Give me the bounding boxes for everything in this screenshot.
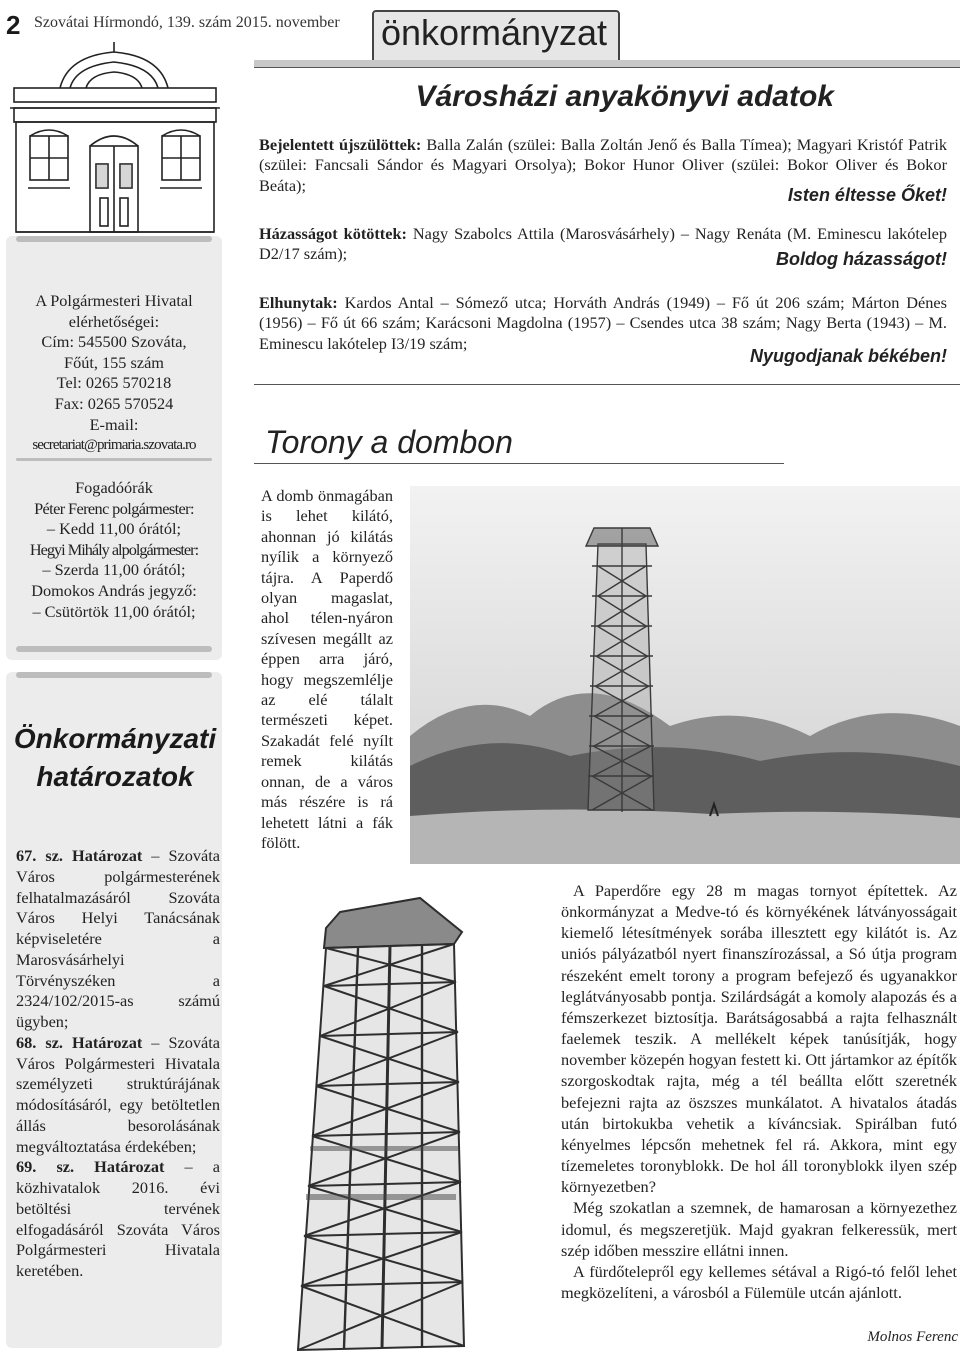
article-paragraph: A fürdőtelepről egy kellemes sétával a Rigó-tó felől lehet megközelíteni, a városból a Fülemüle utcán ajánlott. xyxy=(561,1261,957,1302)
header-rule-line xyxy=(254,67,960,68)
deaths-closing: Nyugodjanak békében! xyxy=(749,346,947,366)
deaths-paragraph xyxy=(259,293,947,369)
decision-text: – a közhivatalok 2016. évi betöltési tervének elfogadásáról Szováta Város Polgármesteri Hivatala keretében. xyxy=(16,1157,220,1280)
deaths-text: Kardos Antal – Sómező utca; Horváth András (1949) – Fő út 206 szám; Márton Dénes (1956) – Fő út 66 szám; Karácsoni Magdolna (1957) – Csendes utca 38 szám; Nagy Berta (1943) – M. Eminescu lakótelep I3/19 szám; xyxy=(259,293,947,353)
contact-street: Főút, 155 szám xyxy=(64,352,164,372)
section-title: önkormányzat xyxy=(380,12,608,53)
contact-phone: Tel: 0265 570218 xyxy=(56,373,172,393)
decision-item xyxy=(16,1157,220,1282)
sidebar-divider xyxy=(16,458,212,461)
deputy-mayor-hours: – Szerda 11,00 órától; xyxy=(42,560,186,580)
office-hours-title: Fogadóórák xyxy=(75,478,153,497)
births-paragraph xyxy=(259,135,947,205)
tower-photo-closeup xyxy=(240,876,540,1361)
article-title: Torony a dombon xyxy=(265,424,513,460)
tower-photo-distant xyxy=(410,486,960,864)
sidebar-bar-bottom xyxy=(16,646,212,652)
contact-block xyxy=(6,291,222,456)
decisions-list xyxy=(16,846,220,1282)
decisions-bar-top xyxy=(16,672,212,678)
decision-item xyxy=(16,1033,220,1158)
header-rule xyxy=(254,60,960,67)
deputy-mayor-label: Hegyi Mihály alpolgármester: xyxy=(29,539,199,559)
marriages-closing: Boldog házasságot! xyxy=(775,249,947,269)
births-closing: Isten éltesse Őket! xyxy=(787,185,947,205)
registry-title: Városházi anyakönyvi adatok xyxy=(415,80,834,113)
decision-number: 69. sz. Határozat xyxy=(16,1157,165,1177)
births-label: Bejelentett újszülöttek: xyxy=(259,135,422,154)
article-intro: A domb önmagában is lehet kilátó, ahonnan jó kilátás nyílik a környező tájra. A Paperdő olyan magaslat, ahol télen-nyáron szívesen megállt az éppen arra járó, hogy megszemlélje az elé tálalt természeti képet. Szakadát felé nyílt remek kilátás onnan, de a város más részére is rá lehetett látni a fák fölött. xyxy=(261,486,393,852)
decision-number: 67. sz. Határozat xyxy=(16,846,143,865)
article-paragraph: Még szokatlan a szemnek, de hamarosan a környezethez idomul, és megszeretjük. Majd gyakran felkeressük, mert szép időben messzire ellátni innen. xyxy=(561,1198,957,1260)
contact-email[interactable]: secretariat@primaria.szovata.ro xyxy=(32,437,196,454)
mayor-hours: – Kedd 11,00 órától; xyxy=(46,519,182,539)
notary-label: Domokos András jegyző: xyxy=(31,580,197,600)
mayor-label: Péter Ferenc polgármester: xyxy=(34,498,194,518)
contact-email-label: E-mail: xyxy=(89,414,139,434)
contact-fax: Fax: 0265 570524 xyxy=(54,393,174,413)
town-hall-illustration xyxy=(8,38,222,234)
decision-text: – Szováta Város polgármesterének felhatalmazásáról Szováta Város Helyi Tanácsának képviseletére a Marosvásárhelyi Törvényszéken a 2324/102/2015-as számú ügyben; xyxy=(16,846,220,1031)
article-body xyxy=(561,880,957,1303)
decision-item xyxy=(16,846,220,1033)
article-paragraph: A Paperdőre egy 28 m magas tornyot építettek. Az önkormányzat a Medve-tó és környékének látványosságait kiemelő létesítmények sorába illesztett egy kilátót is. Az uniós pályázatból nyert finanszírozással, a Só útja program részeként emelt torony a program befejező és ugyanakkor leglátványosabb pontja. Szilárdságát a komoly alapozás és a fémszerkezet biztosítja. Barátságosabbá a rajta felhasznált faelemek teszik. A mellékelt képek tanúsítják, hogy november közepén hogyan festett ki. Ott jártamkor az építők szorgoskodtak rajta, még a tél beállta előtt szeretnék befejezni rajta az öszszes munkálatot. A hivatalos átadás után birtokukba vehetik a kíváncsiak. Spirálban futó kényelmes lépcsőn mehetnek fel rá. Akkora, mint egy tízemeletes toronyblokk. De hol áll toronyblokk ilyen szép környezetben? xyxy=(561,881,957,1197)
registry-bottom-rule xyxy=(254,384,960,385)
marriages-label: Házasságot kötöttek: xyxy=(259,224,407,243)
contact-line: A Polgármesteri Hivatal xyxy=(35,291,193,310)
sidebar-bar-top xyxy=(16,236,212,242)
decision-number: 68. sz. Határozat xyxy=(16,1032,143,1052)
issue-info: Szovátai Hírmondó, 139. szám 2015. november xyxy=(34,14,340,31)
contact-address: Cím: 545500 Szováta, xyxy=(41,332,187,352)
births-text: Balla Zalán (szülei: Balla Zoltán Jenő és Balla Tímea); Magyari Kristóf Patrik (szülei: Fancsali Sándor és Magyari Orsolya); Bokor Hunor Oliver (szülei: Bokor Oliver és Bokor Beáta); xyxy=(259,135,947,195)
deaths-label: Elhunytak: xyxy=(259,293,338,312)
article-author: Molnos Ferenc xyxy=(867,1329,958,1345)
notary-hours: – Csütörtök 11,00 órától; xyxy=(32,601,196,621)
office-hours-block xyxy=(6,478,222,622)
decisions-heading: Önkormányzati határozatok xyxy=(13,723,217,792)
marriages-paragraph xyxy=(259,224,947,274)
page-number: 2 xyxy=(6,10,21,40)
contact-line: elérhetőségei: xyxy=(68,311,160,331)
decision-text: – Szováta Város Polgármesteri Hivatala személyzeti struktúrájának módosításáról, egy betöltetlen állás besorolásának megváltoztatása érdekében; xyxy=(16,1032,220,1156)
article-title-rule xyxy=(254,463,784,464)
marriages-text: Nagy Szabolcs Attila (Marosvásárhely) – Nagy Renáta (M. Eminescu lakótelep D2/17 szám); xyxy=(259,224,947,264)
